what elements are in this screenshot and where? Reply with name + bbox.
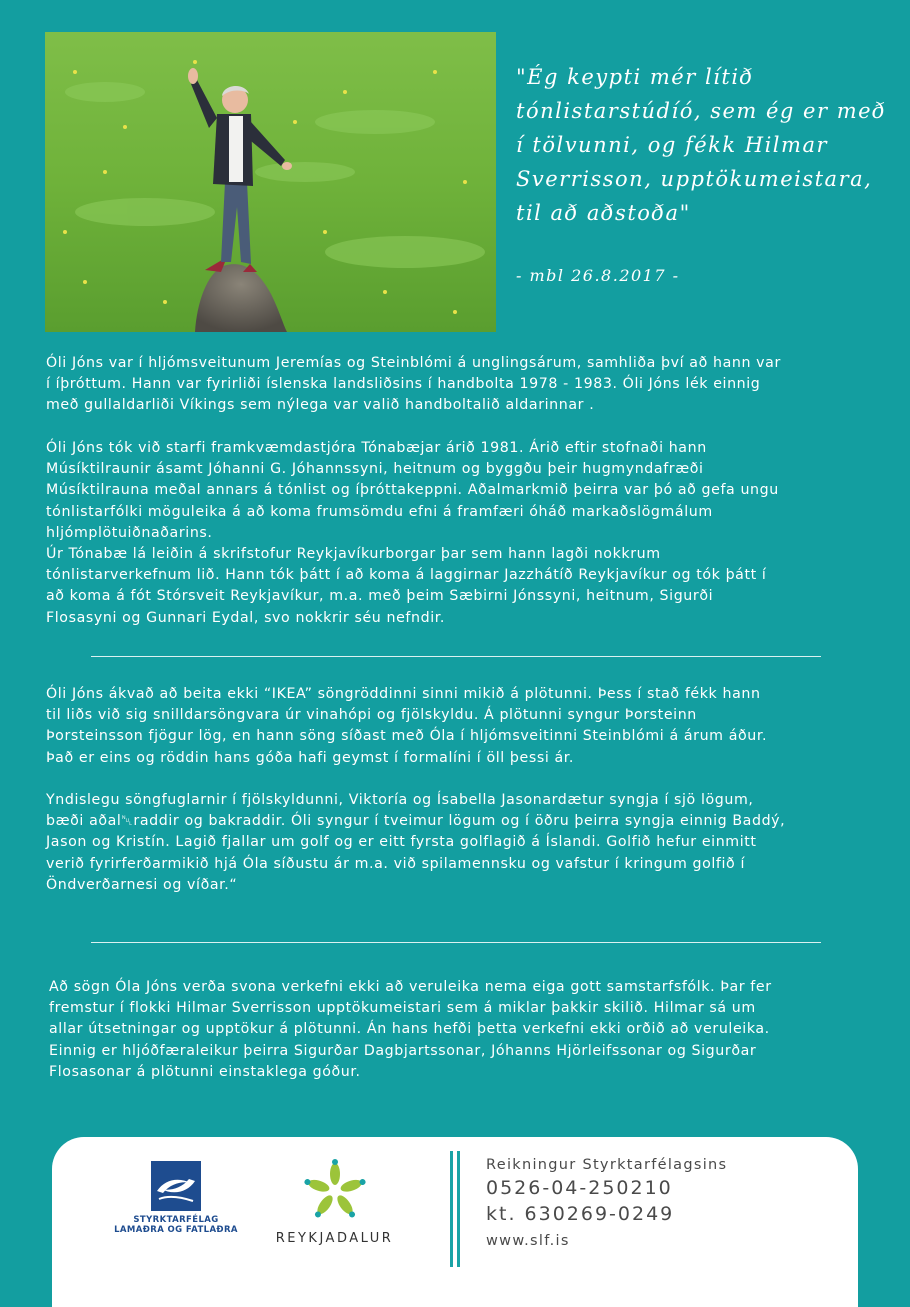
kennitala: kt. 630269-0249 <box>486 1203 675 1225</box>
photo-man-waving-on-rock <box>45 32 496 332</box>
slf-line2: LAMAÐRA OG FATLAÐRA <box>114 1225 238 1235</box>
footer-divider-bar <box>450 1151 453 1267</box>
quote-source: - mbl 26.8.2017 - <box>516 266 680 285</box>
section-divider <box>91 942 821 943</box>
reykjadalur-name: REYKJADALUR <box>275 1231 394 1246</box>
reykjadalur-logo <box>267 1159 402 1246</box>
paragraph-collaborators: Að sögn Óla Jóns verða svona verkefni ekki að veruleika nema eiga gott samstarfsfólk. Þar fer fremstur í flokki Hilmar Sverrisson upptökumeistari sem á miklar þakkir skilið. Hilmar sá um allar útsetningar og upptökur á plötunni. Án hans hefði þetta verkefni ekki orðið að veruleika. Einnig er hljóðfæraleikur þeirra Sigurðar Dagbjartssonar, Jóhanns Hjörleifssonar og Sigurðar Flosasonar á plötunni einstaklega góður. <box>49 979 772 1080</box>
quote-text: "Ég keypti mér lítið tónlistarstúdíó, sem ég er með í tölvunni, og fékk Hilmar Sverrisson, upptökumeistara, til að aðstoða" <box>516 65 887 225</box>
paragraph-tonabaer: Óli Jóns tók við starfi framkvæmdastjóra Tónabæjar árið 1981. Árið eftir stofnaði hann Músíktilraunir ásamt Jóhanni G. Jóhannssyni, heitnum og byggðu þeir hugmyndafræði Músíktilrauna meðal annars á tónlist og íþróttakeppni. Aðalmarkmið þeirra var þó að gefa ungu tónlistarfólki möguleika á að koma frumsömdu efni á framfæri óháð markaðslögmálum hljómplötuiðnaðarins. Úr Tónabæ lá leiðin á skrifstofur Reykjavíkurborgar þar sem hann lagði nokkrum tónlistarverkefnum lið. Hann tók þátt í að koma á laggirnar Jazzhátíð Reykjavíkur og tók þátt í að koma á fót Stórsveit Reykjavíkur, m.a. með þeim Sæbirni Jónssyni, heitnum, Sigurði Flosasyni og Gunnari Eydal, svo nokkrir séu nefndir. <box>46 440 779 626</box>
account-info <box>486 1155 846 1253</box>
paragraph-family: Yndislegu söngfuglarnir í fjölskyldunni, Viktoría og Ísabella Jasonardætur syngja í sjö lögum, bæði aðal␀raddir og bakraddir. Óli syngur í tveimur lögum og í öðru þeirra syngja einnig Baddý, Jason og Kristín. Lagið fjallar um golf og er eitt fyrsta golflagið á Íslandi. Golfið hefur einmitt verið fyrirferðarmikið hjá Óla síðustu ár m.a. við spilamennsku og vafstur í kringum golfið í Öndverðarnesi og víðar.“ <box>46 792 786 893</box>
account-number: 0526-04-250210 <box>486 1177 673 1199</box>
slf-hands-icon <box>151 1161 201 1211</box>
slf-logo <box>106 1161 246 1235</box>
paragraph-early-career: Óli Jóns var í hljómsveitunum Jeremías og Steinblómi á unglingsárum, samhliða því að hann var í íþróttum. Hann var fyrirliði íslenska landsliðsins í handbolta 1978 - 1983. Óli Jóns lék einnig með gullaldarliði Víkings sem nýlega var valið handboltalið aldarinnar . <box>46 355 781 414</box>
footer-divider-bar <box>457 1151 460 1267</box>
slf-line1: STYRKTARFÉLAG <box>133 1215 219 1225</box>
reykjadalur-star-icon <box>303 1159 367 1223</box>
paragraph-singers: Óli Jóns ákvað að beita ekki “IKEA” söngröddinni sinni mikið á plötunni. Þess í stað fékk hann til liðs við sig snilldarsöngvara úr vinahópi og fjölskyldu. Á plötunni syngur Þorsteinn Þorsteinsson fjögur lög, en hann söng síðast með Óla í hljómsveitinni Steinblómi á árum áður. Það er eins og röddin hans góða hafi geymst í formalíni í öll þessi ár. <box>46 686 768 766</box>
section-divider <box>91 656 821 657</box>
account-label: Reikningur Styrktarfélagsins <box>486 1157 728 1173</box>
website-link[interactable]: www.slf.is <box>486 1233 570 1249</box>
footer-panel <box>52 1137 858 1307</box>
